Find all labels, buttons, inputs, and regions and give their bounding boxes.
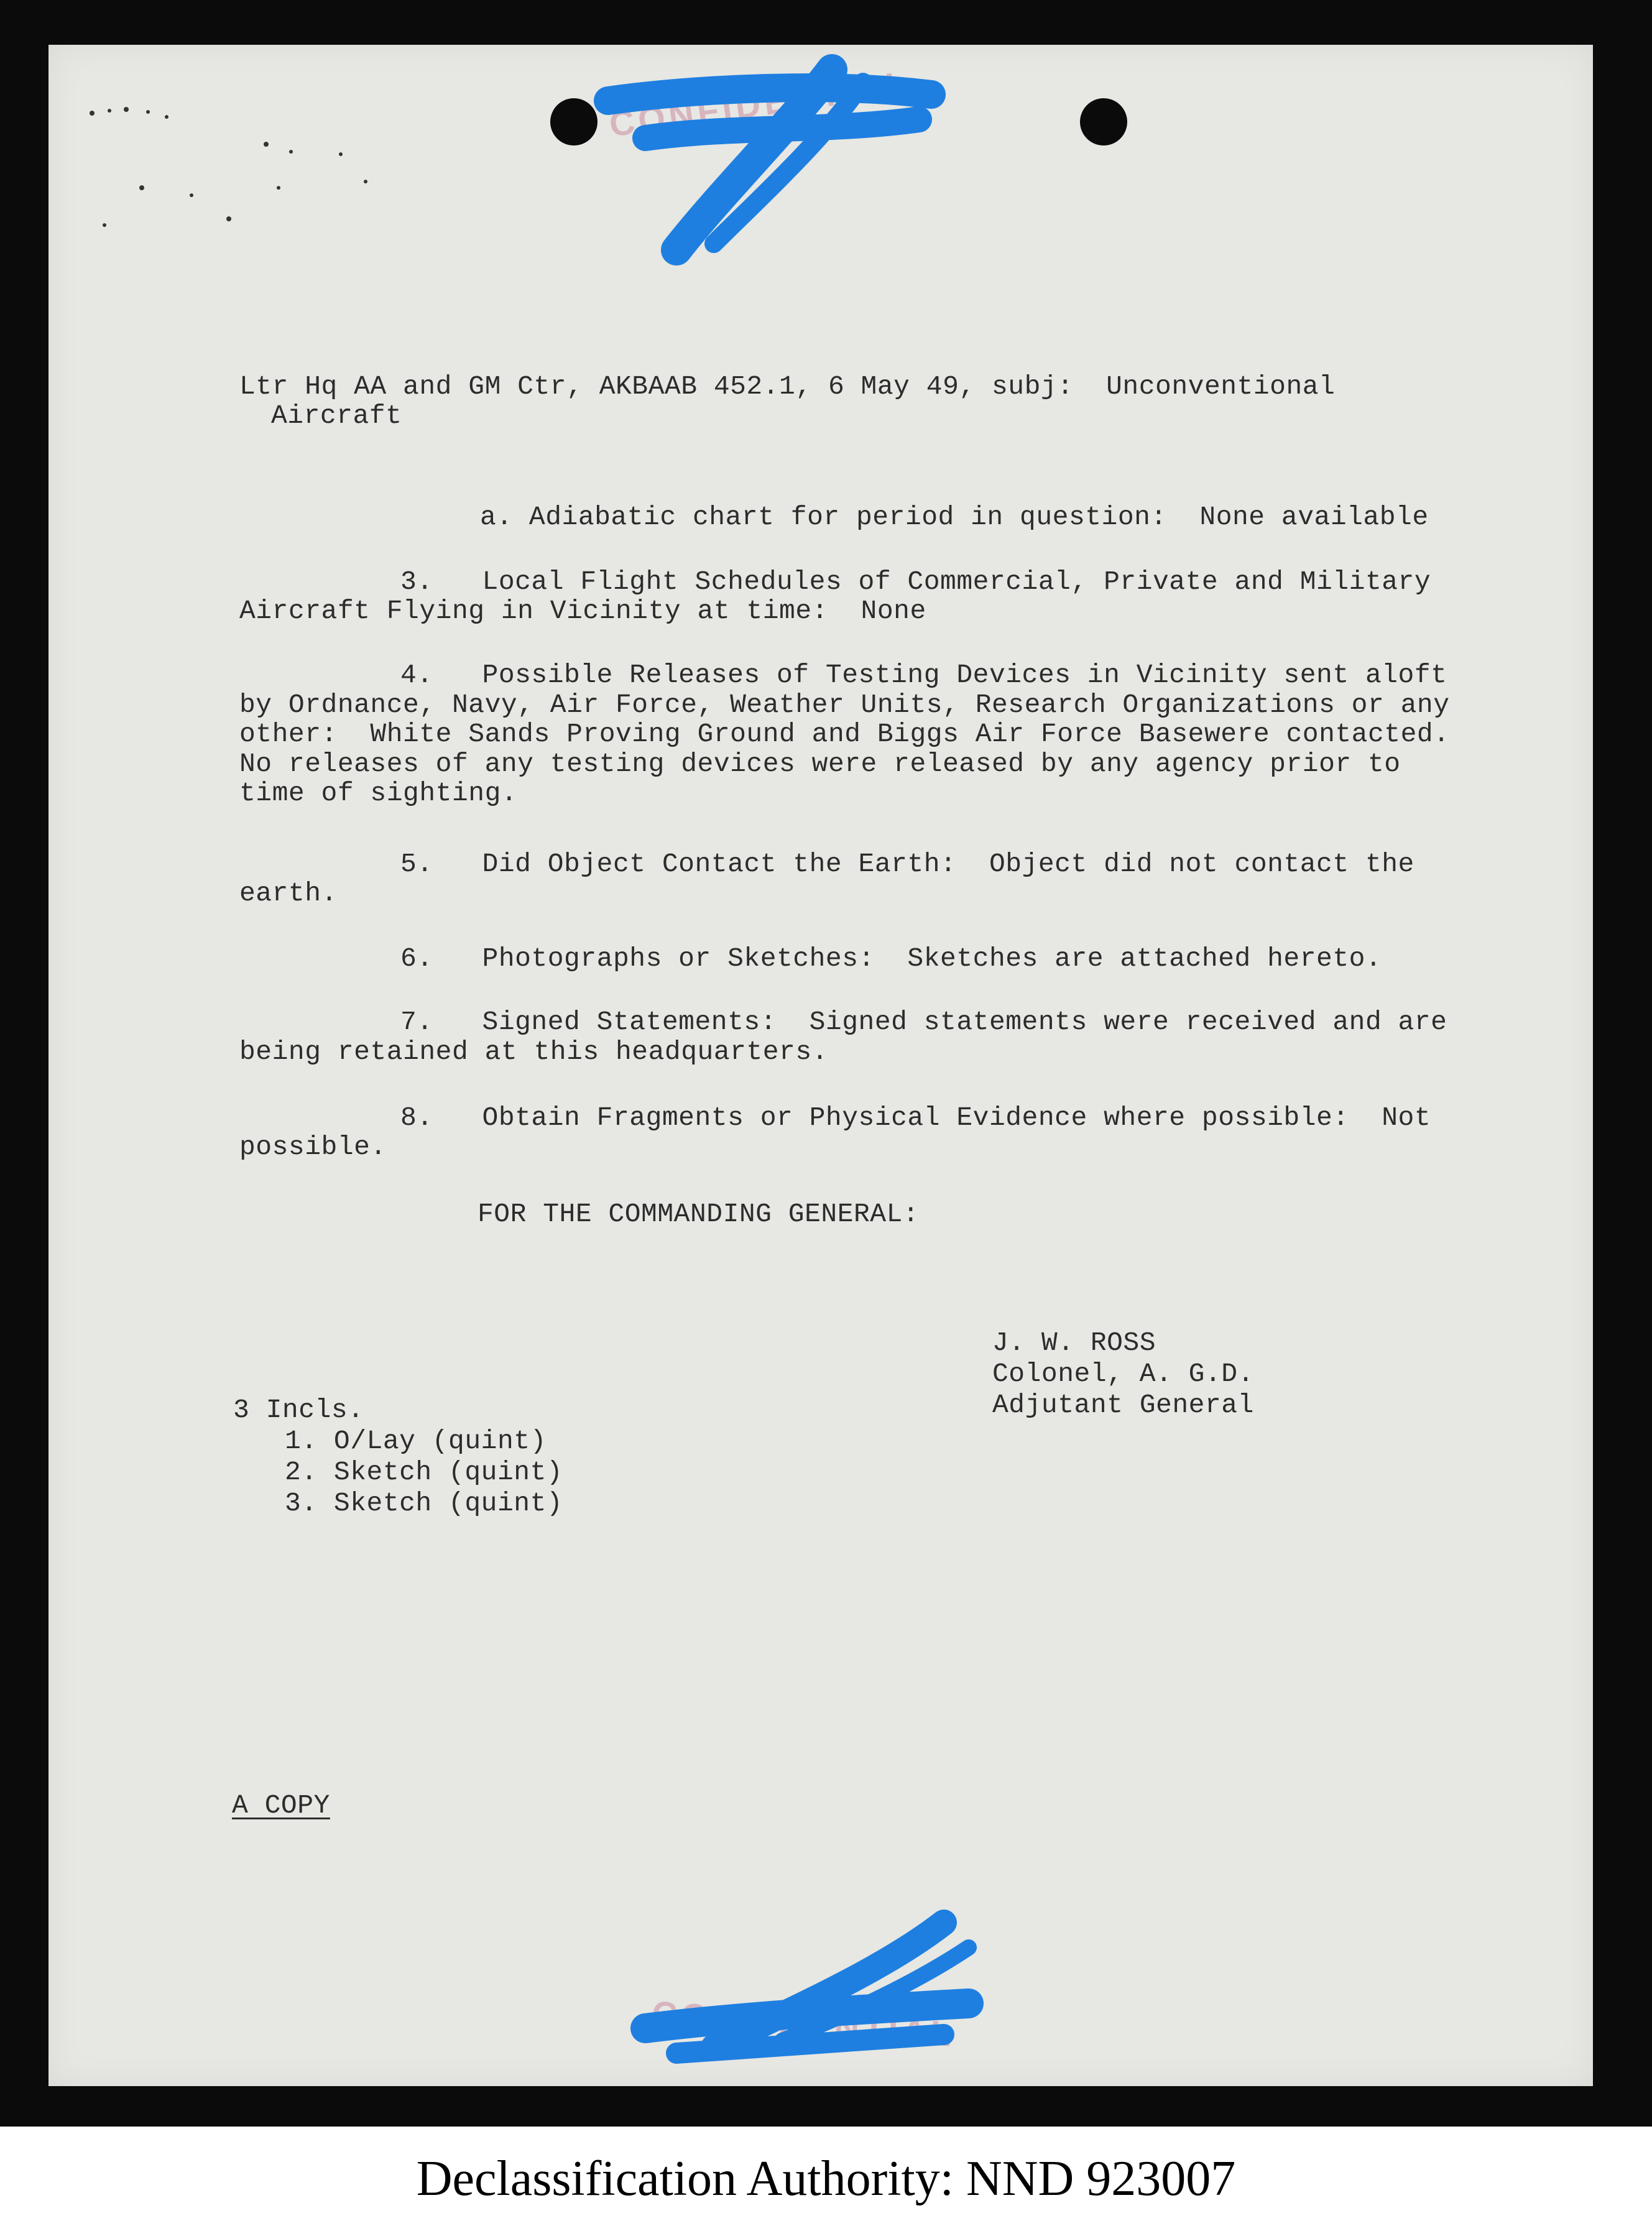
reference-line-2: Aircraft: [271, 400, 402, 431]
top-redaction-marks: [571, 45, 969, 281]
item-3-line-1: 3. Local Flight Schedules of Commercial, Private and Military: [400, 566, 1431, 597]
copy-note: A COPY: [232, 1790, 330, 1821]
item-4-line-4: No releases of any testing devices were released by any agency prior to: [239, 749, 1401, 779]
inclosure-3: 3. Sketch (quint): [285, 1488, 563, 1518]
signature-name: J. W. ROSS: [992, 1328, 1156, 1358]
item-4-line-5: time of sighting.: [239, 778, 518, 808]
document-page: [48, 45, 1593, 2086]
reference-line-1: Ltr Hq AA and GM Ctr, AKBAAB 452.1, 6 May 49, subj: Unconventional: [239, 371, 1336, 402]
item-4-line-2: by Ordnance, Navy, Air Force, Weather Units, Research Organizations or any: [239, 690, 1450, 720]
item-a: a. Adiabatic chart for period in question: None available: [480, 502, 1429, 532]
inclosure-1: 1. O/Lay (quint): [285, 1426, 547, 1456]
bottom-classification-stamp: CONFIDENTIAL: [650, 1993, 957, 2054]
item-3-line-2: Aircraft Flying in Vicinity at time: None: [239, 596, 926, 626]
signature-rank: Colonel, A. G.D.: [992, 1359, 1254, 1389]
for-commanding-general: FOR THE COMMANDING GENERAL:: [478, 1199, 920, 1229]
item-7-line-1: 7. Signed Statements: Signed statements were received and are: [400, 1007, 1447, 1037]
paper-speckles: [80, 95, 428, 256]
bottom-redaction-marks: [621, 1898, 1006, 2084]
item-4-line-3: other: White Sands Proving Ground and Biggs Air Force Basewere contacted.: [239, 719, 1450, 749]
item-6: 6. Photographs or Sketches: Sketches are attached hereto.: [400, 943, 1382, 974]
signature-title: Adjutant General: [992, 1390, 1254, 1420]
item-8-line-1: 8. Obtain Fragments or Physical Evidence where possible: Not: [400, 1102, 1431, 1133]
inclosure-2: 2. Sketch (quint): [285, 1457, 563, 1487]
item-5-line-2: earth.: [239, 878, 338, 908]
item-5-line-1: 5. Did Object Contact the Earth: Object did not contact the: [400, 849, 1414, 879]
punch-hole-right: [1080, 98, 1127, 146]
top-classification-stamp: CONFIDENTIAL: [606, 63, 913, 144]
item-8-line-2: possible.: [239, 1132, 387, 1162]
declassification-caption: Declassification Authority: NND 923007: [0, 2127, 1652, 2231]
item-4-line-1: 4. Possible Releases of Testing Devices in Vicinity sent aloft: [400, 660, 1447, 690]
inclosures-heading: 3 Incls.: [233, 1395, 364, 1425]
item-7-line-2: being retained at this headquarters.: [239, 1037, 828, 1067]
